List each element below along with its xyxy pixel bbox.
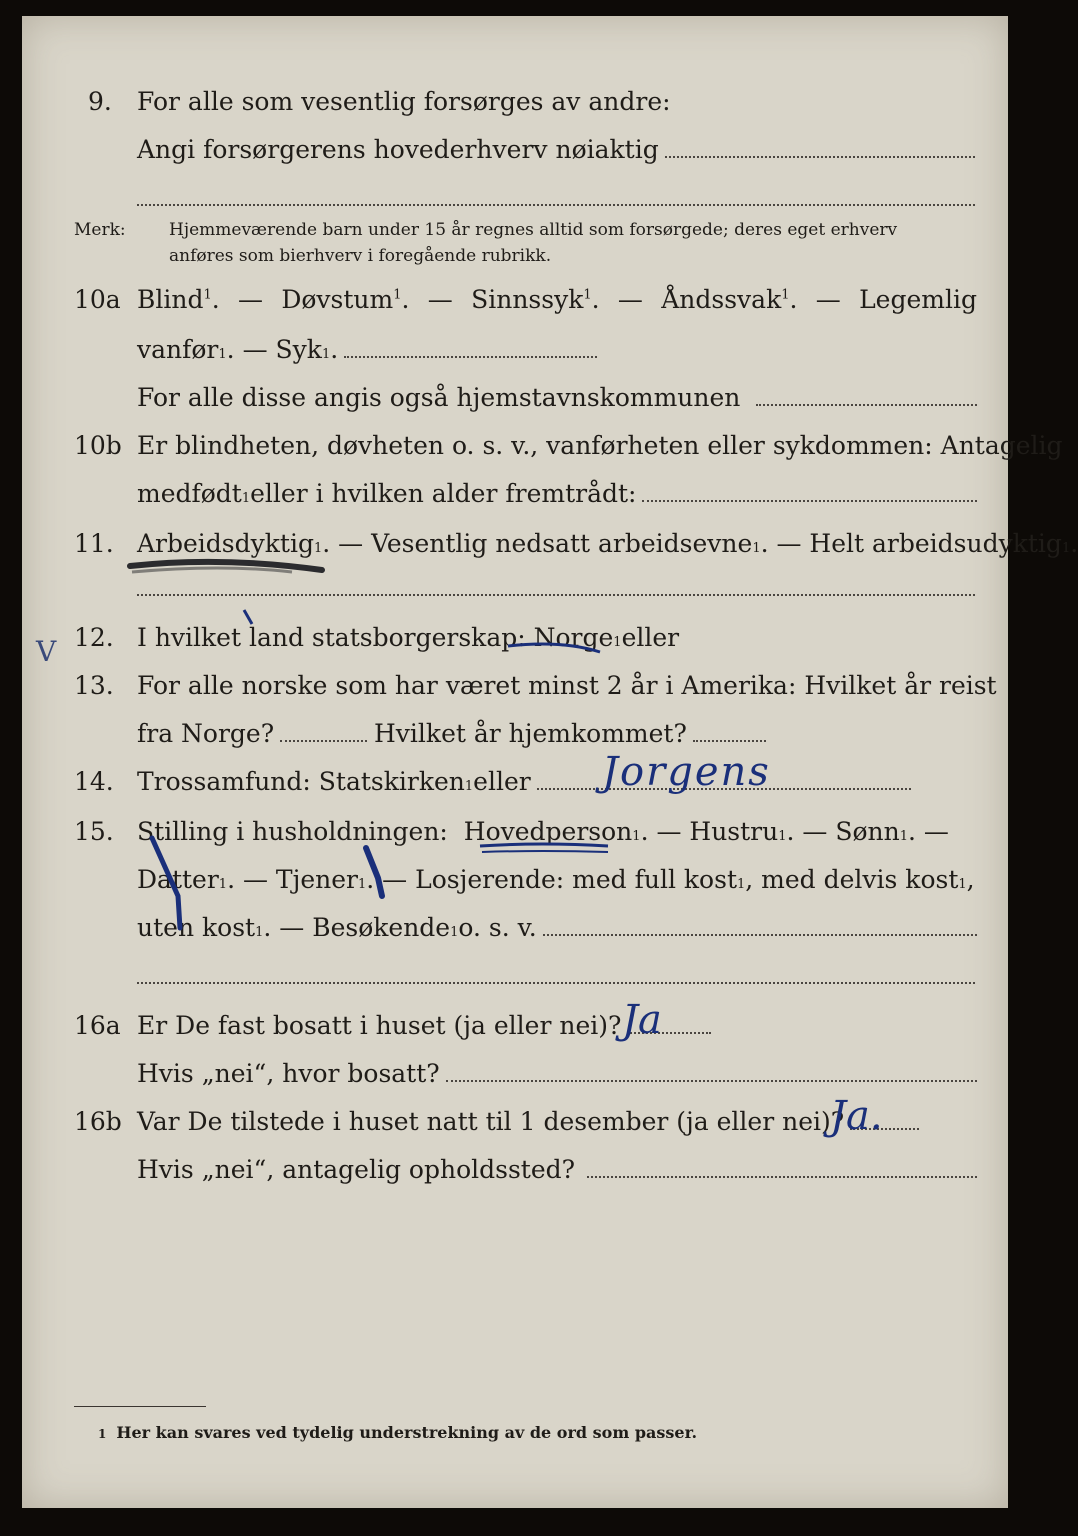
option-sonn[interactable]: . — Sønn	[786, 817, 900, 846]
q15-number: 15.	[74, 817, 114, 846]
option-nedsatt[interactable]: . — Vesentlig nedsatt arbeidsevne	[322, 529, 753, 558]
handwritten-bosatt-answer: Ja	[622, 997, 662, 1043]
q10b-number: 10b	[74, 431, 122, 460]
footnote-text: Her kan svares ved tydelig understrekning av de ord som passer.	[116, 1423, 698, 1442]
option-hovedperson[interactable]: Hovedperson	[463, 817, 633, 846]
q13-line1: For alle norske som har været minst 2 år i Amerika: Hvilket år reist	[137, 671, 997, 700]
option-vanfor[interactable]: vanfør	[137, 335, 219, 364]
option-datter[interactable]: Datter	[137, 865, 219, 894]
q15-line1: Stilling i husholdningen: Hovedperson 1 . — Hustru 1 . — Sønn 1 . —	[137, 817, 949, 846]
q9-line2-text: Angi forsørgerens hovederhverv nøiaktig	[137, 135, 659, 164]
option-besokende[interactable]: . — Besøkende	[263, 913, 451, 942]
q13-fra: fra Norge?	[137, 718, 367, 750]
q9-number: 9.	[88, 87, 112, 116]
q14-line: Trossamfund: Statskirken 1 eller	[137, 766, 911, 798]
q9-line1: For alle som vesentlig forsørges av andre:	[137, 87, 671, 116]
handwritten-underlines	[22, 16, 1008, 1508]
q10a-line2: vanfør 1 . — Syk 1 .	[137, 334, 597, 366]
q10a-line3: For alle disse angis også hjemstavnskommunen	[137, 382, 977, 414]
merk-line1: Hjemmeværende barn under 15 år regnes alltid som forsørgede; deres eget erhverv	[169, 220, 898, 240]
option-hustru[interactable]: . — Hustru	[640, 817, 779, 846]
option-legemlig[interactable]: Legemlig	[859, 285, 977, 314]
option-arbeidsdyktig[interactable]: Arbeidsdyktig	[137, 529, 314, 558]
underline-hovedperson	[480, 844, 608, 846]
margin-check-mark: V	[36, 635, 57, 668]
q16b-line2: Hvis „nei“, antagelig opholdssted?	[137, 1154, 977, 1186]
footnote-mark: 1	[98, 1427, 107, 1441]
q13-number: 13.	[74, 671, 114, 700]
merk-line2: anføres som bierhverv i foregående rubrikk.	[169, 246, 552, 266]
q15-line3: uten kost 1 . — Besøkende 1 o. s. v.	[137, 912, 977, 944]
q16b-number: 16b	[74, 1107, 122, 1136]
option-blind[interactable]: Blind	[137, 285, 204, 314]
option-losjerende-full[interactable]: . — Losjerende: med full kost	[366, 865, 737, 894]
q10b-line1: Er blindheten, døvheten o. s. v., vanførheten eller sykdommen: Antagelig	[137, 431, 1063, 460]
merk-label: Merk:	[74, 220, 126, 240]
q11-line: Arbeidsdyktig 1 . — Vesentlig nedsatt arbeidsevne 1 . — Helt arbeidsudyktig 1 .	[137, 529, 1078, 558]
option-udyktig[interactable]: . — Helt arbeidsudyktig	[760, 529, 1062, 558]
q16a-number: 16a	[74, 1011, 121, 1040]
census-form-page	[22, 16, 1078, 1508]
q12-number: 12.	[74, 623, 114, 652]
q12-line: I hvilket land statsborgerskap: Norge 1 eller	[137, 623, 680, 652]
option-sinnssyk[interactable]: Sinnssyk	[471, 285, 584, 314]
option-delvis-kost[interactable]: , med delvis kost	[745, 865, 959, 894]
handwritten-trossamfund: Jorgens	[602, 749, 771, 795]
handwritten-tilstede-answer: Ja.	[830, 1093, 883, 1139]
underline-norge	[508, 644, 600, 652]
q16a-line2: Hvis „nei“, hvor bosatt?	[137, 1058, 977, 1090]
q16a-line1: Er De fast bosatt i huset (ja eller nei)?	[137, 1010, 711, 1042]
option-norge[interactable]: Norge	[533, 623, 614, 652]
q13-hjemkommet: Hvilket år hjemkommet?	[374, 718, 766, 750]
option-uten-kost[interactable]: uten kost	[137, 913, 256, 942]
q10b-line2: medfødt 1 eller i hvilken alder fremtrådt:	[137, 478, 977, 510]
q14-number: 14.	[74, 767, 114, 796]
q11-number: 11.	[74, 529, 114, 558]
q16b-line1: Var De tilstede i huset natt til 1 desember (ja eller nei)?	[137, 1106, 919, 1138]
ink-stroke	[366, 848, 382, 896]
ink-stroke	[152, 838, 180, 928]
option-andssvak[interactable]: Åndssvak	[661, 285, 782, 314]
q15-line2: Datter 1 . — Tjener 1 . — Losjerende: med full kost 1 , med delvis kost 1 ,	[137, 865, 975, 894]
option-syk[interactable]: Syk	[275, 335, 322, 364]
q10a-number: 10a	[74, 285, 121, 314]
option-tjener[interactable]: . — Tjener	[227, 865, 358, 894]
option-dovstum[interactable]: Døvstum	[281, 285, 394, 314]
q10a-line1: Blind$^1$. — Døvstum$^1$. — Sinnssyk$^1$. — Åndssvak$^1$. — Legemlig	[137, 285, 977, 314]
option-medfodt[interactable]: medfødt	[137, 479, 242, 508]
